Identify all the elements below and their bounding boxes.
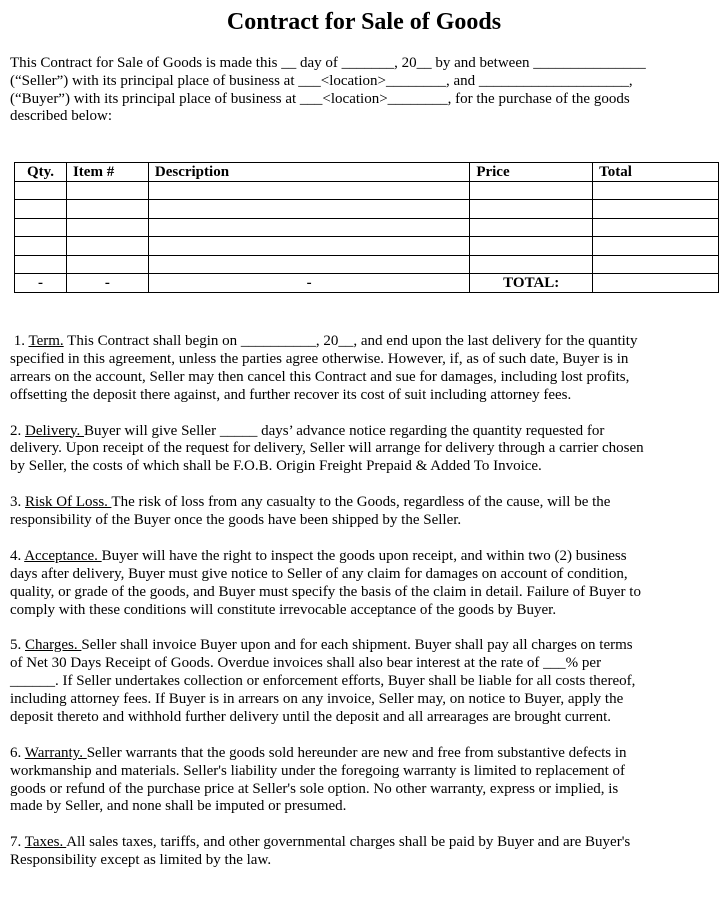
clause-text: The risk of loss from any casualty to the Goods, regardless of the cause, will be the [111, 494, 611, 511]
clause-line: by Seller, the costs of which shall be F.O.B. Origin Freight Prepaid & Added To Invoice. [10, 458, 542, 475]
clause-line: arrears on the account, Seller may then cancel this Contract and sue for damages, including lost profits, [10, 368, 630, 385]
footer-cell: - [15, 274, 67, 293]
table-cell[interactable] [593, 200, 719, 219]
clause [10, 423, 722, 477]
clause-number: 2. [10, 422, 25, 439]
table-cell[interactable] [66, 181, 148, 200]
table-cell[interactable] [15, 237, 67, 256]
clause-number: 7. [10, 834, 25, 851]
table-cell[interactable] [470, 181, 593, 200]
intro-line: (“Buyer”) with its principal place of business at ___<location>________, for the purchase of the goods [10, 90, 630, 107]
goods-table [14, 162, 719, 293]
clause-heading: Charges. [25, 637, 82, 654]
table-row [15, 237, 719, 256]
table-cell[interactable] [15, 218, 67, 237]
table-row [15, 255, 719, 274]
footer-cell: - [66, 274, 148, 293]
clause-line: quality, or grade of the goods, and Buyer must specify the basis of the claim in detail. Failure of Buyer to [10, 583, 641, 600]
table-cell[interactable] [66, 200, 148, 219]
table-cell[interactable] [148, 181, 469, 200]
table-row [15, 218, 719, 237]
table-cell[interactable] [470, 200, 593, 219]
table-cell[interactable] [593, 218, 719, 237]
clause-line: comply with these conditions will constitute irrevocable acceptance of the goods by Buyer. [10, 601, 557, 618]
clause-first-line [10, 745, 722, 763]
clause-line: days after delivery, Buyer must give notice to Seller of any claim for damages on account of condition, [10, 565, 628, 582]
table-cell[interactable] [66, 237, 148, 256]
total-label: TOTAL: [470, 274, 593, 293]
table-cell[interactable] [470, 255, 593, 274]
clauses-section [10, 333, 722, 888]
header-price: Price [470, 163, 593, 182]
clause-text: All sales taxes, tariffs, and other governmental charges shall be paid by Buyer and are Buyer's [66, 834, 631, 851]
clause-heading: Acceptance. [24, 547, 102, 564]
clause-text: This Contract shall begin on __________, 20__, and end upon the last delivery for the quantity [63, 333, 638, 349]
table-cell[interactable] [593, 237, 719, 256]
intro-paragraph [10, 55, 722, 126]
clause-first-line [10, 423, 722, 441]
table-header-row [15, 163, 719, 182]
clause-line: goods or refund of the purchase price at Seller's sole option. No other warranty, express or implied, is [10, 780, 619, 797]
clause-number: 1. [10, 333, 29, 349]
clause [10, 834, 722, 870]
clause-heading: Risk Of Loss. [25, 494, 112, 511]
clause [10, 745, 722, 817]
table-body [15, 181, 719, 292]
table-cell[interactable] [15, 181, 67, 200]
table-cell[interactable] [148, 237, 469, 256]
clause [10, 548, 722, 620]
header-qty: Qty. [15, 163, 67, 182]
clause-number: 5. [10, 637, 25, 654]
table-cell[interactable] [148, 200, 469, 219]
table-cell[interactable] [470, 218, 593, 237]
table-cell[interactable] [66, 218, 148, 237]
table-cell[interactable] [148, 218, 469, 237]
clause-line: Responsibility except as limited by the law. [10, 852, 272, 869]
clause-heading: Term. [28, 333, 64, 349]
intro-line: described below: [10, 108, 113, 125]
clause-line: deposit thereto and withhold further delivery until the deposit and all arrearages are brought current. [10, 708, 612, 725]
clause-heading: Delivery. [25, 422, 85, 439]
footer-cell: - [148, 274, 469, 293]
clause-number: 6. [10, 744, 25, 761]
clause-line: offsetting the deposit there against, and further recover its cost of suit including attorney fees. [10, 386, 572, 403]
total-value-cell[interactable] [593, 274, 719, 293]
clause-number: 4. [10, 547, 25, 564]
header-item-number: Item # [66, 163, 148, 182]
clause-text: Seller warrants that the goods sold hereunder are new and free from substantive defects in [86, 744, 627, 761]
clause-heading: Taxes. [24, 834, 67, 851]
clause-line: responsibility of the Buyer once the goods have been shipped by the Seller. [10, 512, 462, 529]
clause [10, 494, 722, 530]
clause-first-line [10, 637, 722, 655]
clause-line: workmanship and materials. Seller's liability under the foregoing warranty is limited to replacement of [10, 762, 626, 779]
clause-first-line [10, 494, 722, 512]
header-total: Total [593, 163, 719, 182]
clause-number: 3. [10, 494, 25, 511]
clause-first-line [10, 834, 722, 852]
table-cell[interactable] [593, 255, 719, 274]
clause-line: specified in this agreement, unless the parties agree otherwise. However, if, as of such date, Buyer is in [10, 350, 629, 367]
table-cell[interactable] [15, 200, 67, 219]
table-row [15, 200, 719, 219]
table-cell[interactable] [66, 255, 148, 274]
clause-first-line [10, 333, 722, 351]
clause-line: delivery. Upon receipt of the request for delivery, Seller will arrange for delivery through a carrier chosen [10, 440, 644, 457]
clause-line: made by Seller, and none shall be imputed or presumed. [10, 798, 347, 815]
table-cell[interactable] [148, 255, 469, 274]
clause-heading: Warranty. [24, 744, 87, 761]
clause-text: Seller shall invoice Buyer upon and for each shipment. Buyer shall pay all charges on terms [81, 637, 633, 654]
clause [10, 637, 722, 727]
clause [10, 333, 722, 405]
clause-line: including attorney fees. If Buyer is in arrears on any invoice, Seller may, on notice to Buyer, apply the [10, 691, 624, 708]
table-cell[interactable] [593, 181, 719, 200]
table-cell[interactable] [470, 237, 593, 256]
intro-line: (“Seller”) with its principal place of business at ___<location>________, and ____________________, [10, 72, 633, 89]
table-row [15, 181, 719, 200]
header-description: Description [148, 163, 469, 182]
clause-line: of Net 30 Days Receipt of Goods. Overdue invoices shall also bear interest at the rate of ___% per [10, 655, 602, 672]
clause-text: Buyer will have the right to inspect the goods upon receipt, and within two (2) business [101, 547, 627, 564]
clause-text: Buyer will give Seller _____ days’ advance notice regarding the quantity requested for [84, 422, 605, 439]
table-cell[interactable] [15, 255, 67, 274]
intro-line: This Contract for Sale of Goods is made this __ day of _______, 20__ by and between _______________ [10, 55, 646, 71]
clause-line: ______. If Seller undertakes collection or enforcement efforts, Buyer shall be liable for all costs thereof, [10, 673, 636, 690]
total-row [15, 274, 719, 293]
page-title: Contract for Sale of Goods [226, 9, 502, 35]
clause-first-line [10, 548, 722, 566]
